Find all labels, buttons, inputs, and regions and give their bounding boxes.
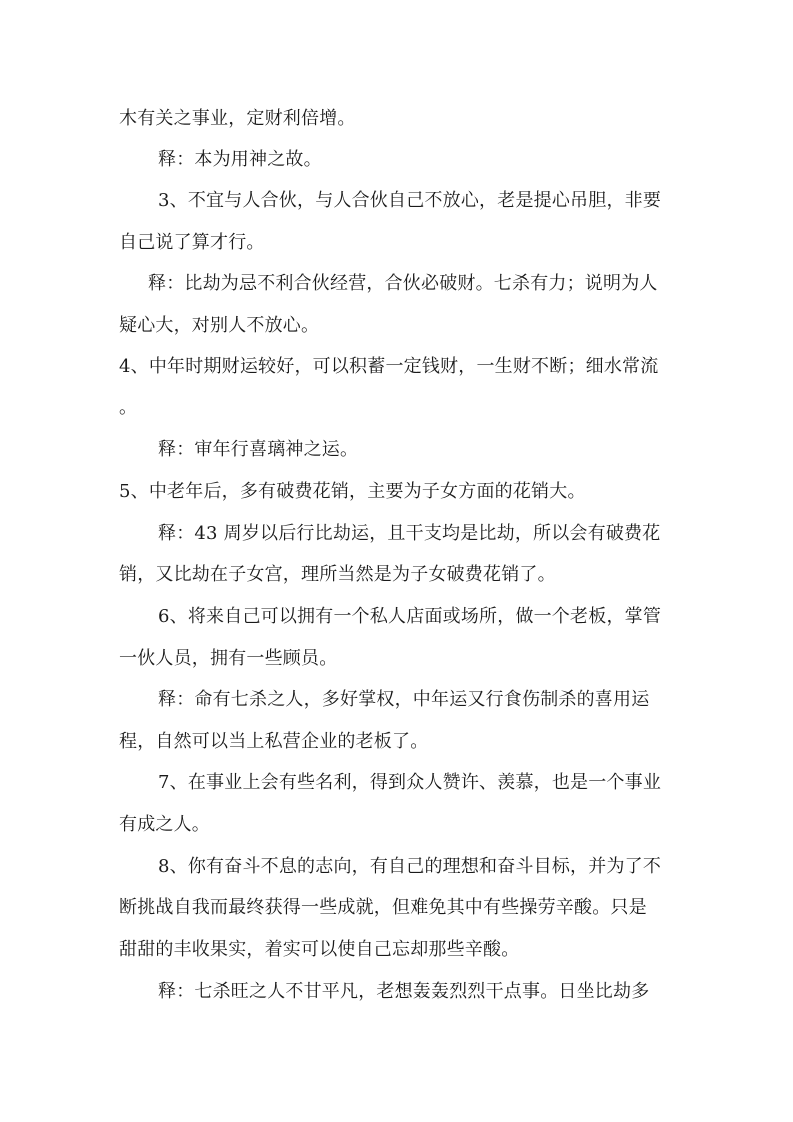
text-line: 释：审年行喜璃神之运。 — [158, 439, 359, 460]
text-line: 一伙人员，拥有一些顾员。 — [119, 648, 338, 669]
text-line: 释：比劫为忌不利合伙经营，合伙必破财。七杀有力；说明为人 — [148, 273, 658, 294]
text-line: 8、你有奋斗不息的志向，有自己的理想和奋斗目标，并为了不 — [158, 856, 662, 877]
text-line: 疑心大，对别人不放心。 — [119, 315, 320, 336]
text-line: 。 — [119, 397, 138, 418]
text-line: 4、中年时期财运较好，可以积蓄一定钱财，一生财不断；细水常流 — [119, 356, 659, 377]
text-line: 6、将来自己可以拥有一个私人店面或场所，做一个老板，掌管 — [158, 606, 662, 627]
text-line: 释：命有七杀之人，多好掌权，中年运又行食伤制杀的喜用运 — [158, 689, 650, 710]
text-line: 7、在事业上会有些名利，得到众人赞许、羡慕，也是一个事业 — [158, 772, 662, 793]
text-line: 释：本为用神之故。 — [158, 149, 322, 170]
text-line: 释：43 周岁以后行比劫运，且干支均是比劫，所以会有破费花 — [158, 523, 661, 544]
text-line: 程，自然可以当上私营企业的老板了。 — [119, 731, 429, 752]
text-line: 有成之人。 — [119, 814, 210, 835]
text-line: 断挑战自我而最终获得一些成就，但难免其中有些操劳辛酸。只是 — [119, 897, 647, 918]
text-line: 3、不宜与人合伙，与人合伙自己不放心，老是提心吊胆，非要 — [158, 190, 662, 211]
text-line: 木有关之事业，定财利倍增。 — [119, 108, 356, 129]
text-line: 甜甜的丰收果实，着实可以使自己忘却那些辛酸。 — [119, 939, 520, 960]
text-line: 自己说了算才行。 — [119, 232, 265, 253]
text-line: 5、中老年后，多有破费花销，主要为子女方面的花销大。 — [119, 481, 586, 502]
text-line: 释：七杀旺之人不甘平凡，老想轰轰烈烈干点事。日坐比劫多 — [158, 981, 650, 1002]
text-line: 销，又比劫在子女宫，理所当然是为子女破费花销了。 — [119, 564, 556, 585]
